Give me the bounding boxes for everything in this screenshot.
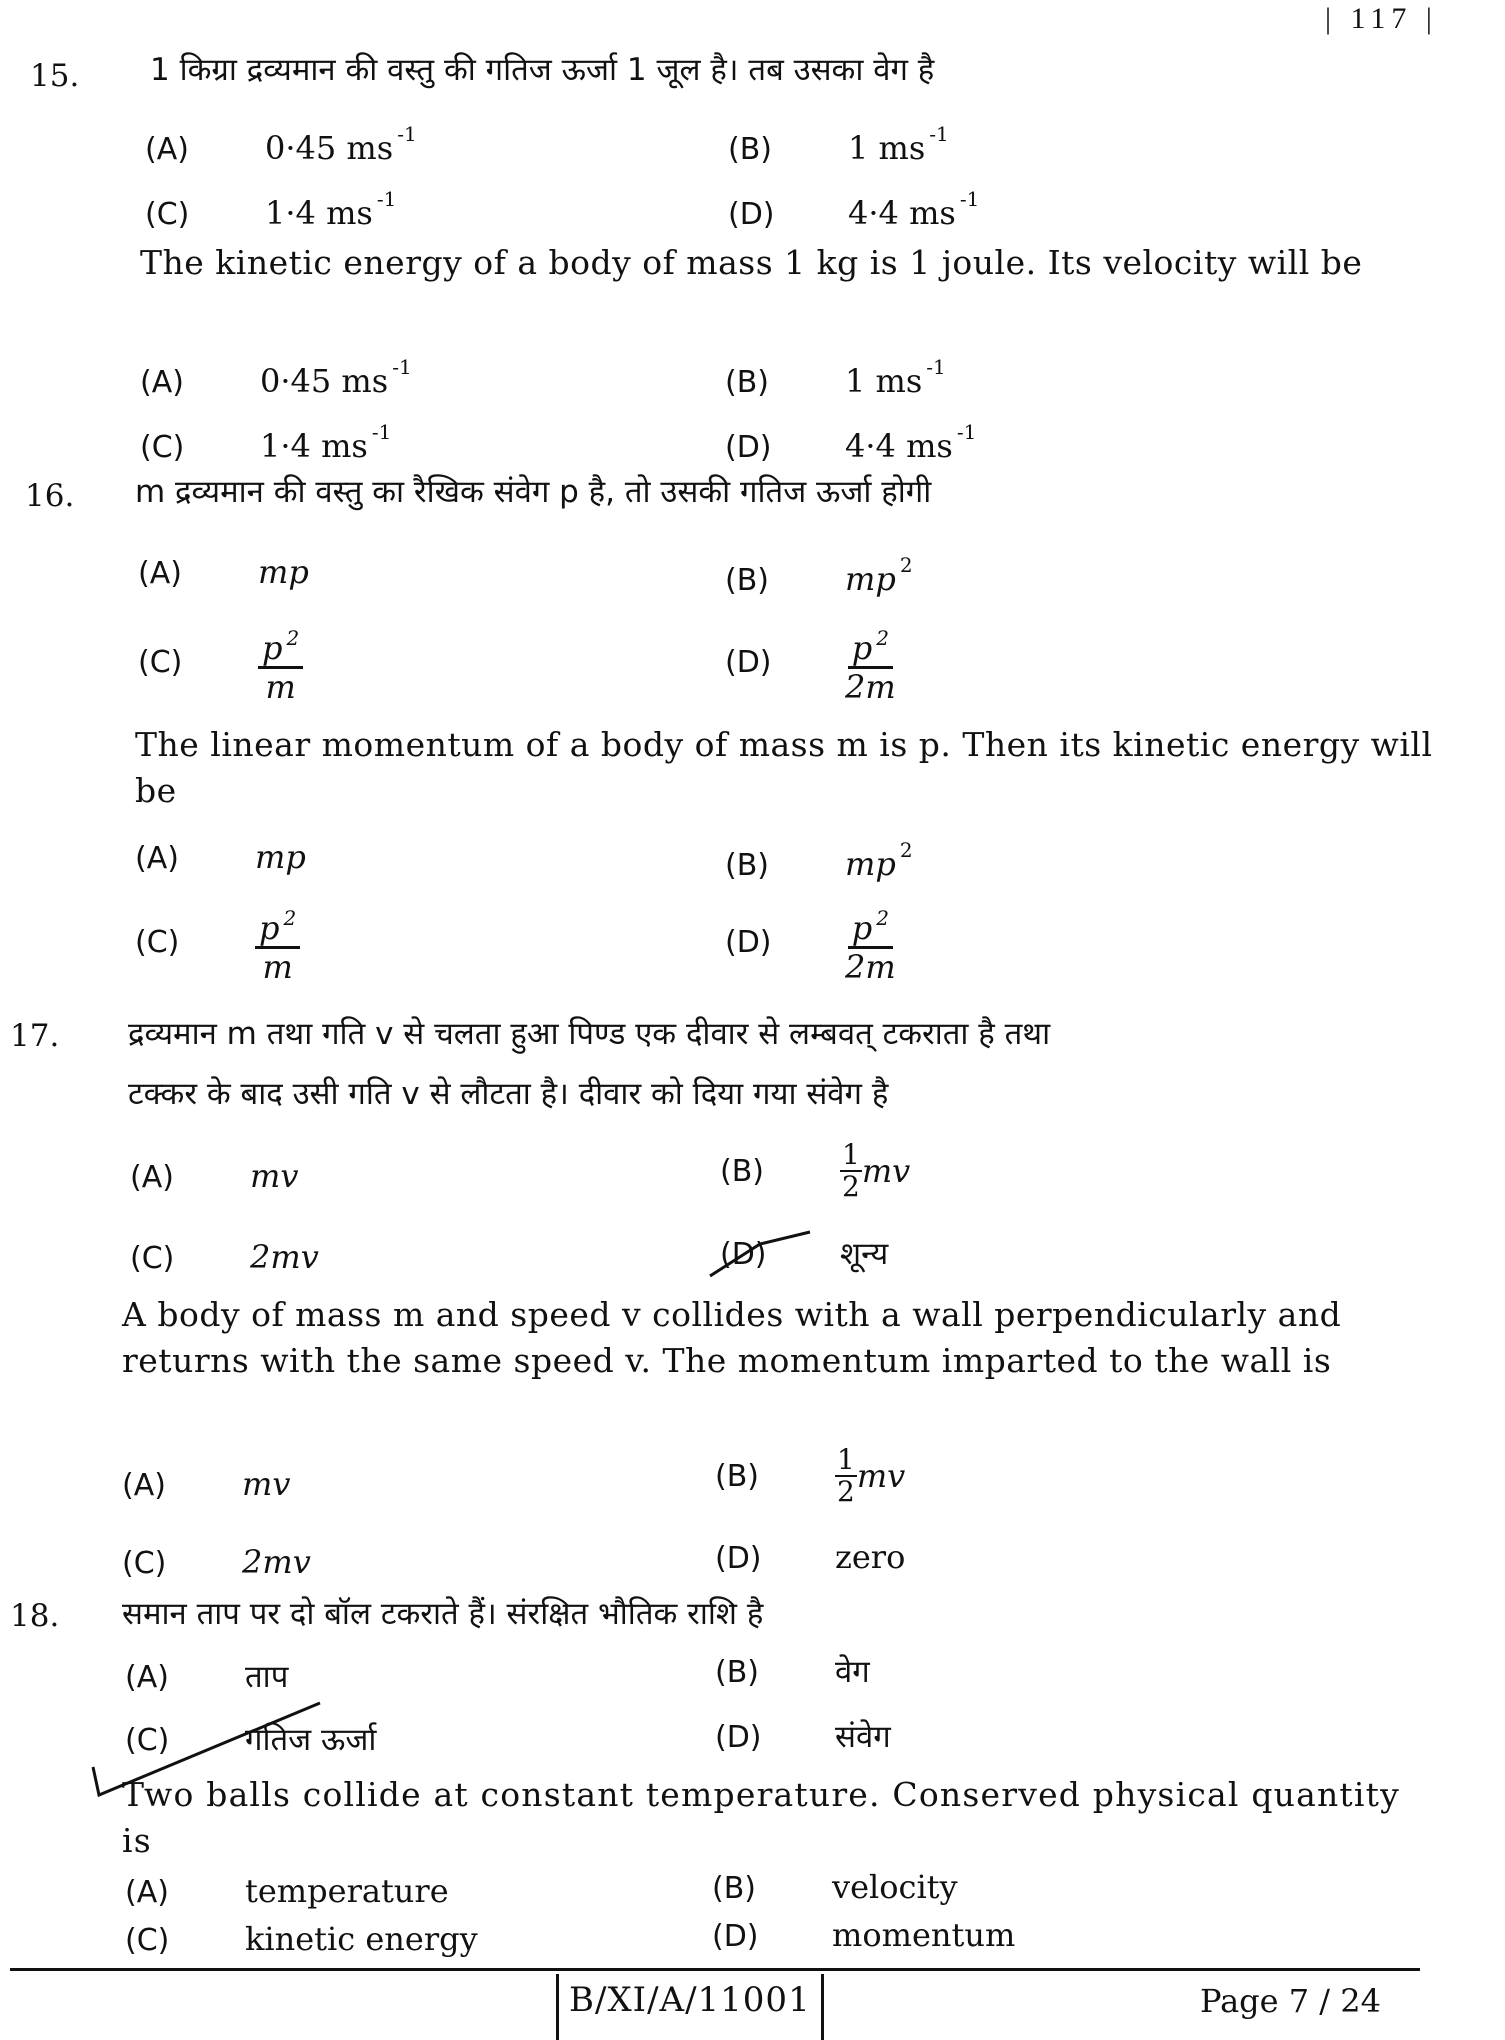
option-value: mv — [242, 1465, 291, 1503]
option-label: (B) — [720, 1153, 764, 1189]
question-text-hindi-line1: द्रव्यमान m तथा गति v से चलता हुआ पिण्ड एक दीवार से लम्बवत् टकराता है तथा — [128, 1016, 1051, 1052]
option-label: (B) — [725, 365, 769, 400]
fraction — [845, 900, 896, 985]
option-value: 0·45 ms — [265, 129, 394, 167]
option-hi-a — [125, 1655, 288, 1697]
option-label: (A) — [135, 841, 179, 876]
option-en-a — [125, 1872, 449, 1910]
option-label: (D) — [715, 1720, 762, 1755]
question-text-english: Two balls collide at constant temperature. Conserved physical quantity is — [122, 1775, 1400, 1860]
option-hi-b — [725, 553, 913, 598]
option-value: शून्य — [840, 1236, 889, 1272]
option-en-a — [122, 1465, 290, 1503]
option-label: (B) — [728, 132, 772, 167]
option-hi-a — [145, 122, 417, 167]
option-en-d — [715, 1538, 905, 1576]
option-value: mv — [861, 1152, 911, 1190]
option-value: ताप — [245, 1659, 289, 1695]
option-en-d — [725, 420, 976, 465]
fraction — [840, 1140, 862, 1202]
option-label: (C) — [140, 430, 185, 465]
option-hi-b — [715, 1650, 870, 1692]
option-en-d — [712, 1916, 1015, 1954]
option-label: (C) — [122, 1546, 167, 1581]
fraction — [845, 620, 896, 705]
option-value: mp — [845, 560, 896, 598]
option-hi-b — [728, 122, 949, 167]
option-label: (D) — [720, 1237, 767, 1272]
option-hi-c — [138, 620, 303, 705]
paper-code: B/XI/A/11001 — [556, 1974, 824, 2040]
numerator: p — [851, 909, 873, 947]
option-label: (B) — [712, 1871, 756, 1906]
denominator: 2m — [845, 948, 896, 986]
option-value: mp — [255, 838, 306, 876]
option-label: (D) — [725, 925, 772, 960]
page-indicator: Page 7 / 24 — [1200, 1982, 1381, 2020]
option-en-a — [135, 838, 306, 876]
superscript: -1 — [959, 187, 980, 211]
question-text-hindi-line2: टक्कर के बाद उसी गति v से लौटता है। दीवार को दिया गया संवेग है — [128, 1076, 889, 1112]
option-value: 0·45 ms — [260, 362, 389, 400]
option-label: (D) — [725, 430, 772, 465]
option-label: (B) — [725, 563, 769, 598]
option-en-b — [715, 1445, 905, 1507]
option-hi-d — [725, 620, 896, 705]
option-value: 4·4 ms — [845, 427, 953, 465]
pen-strike-mark — [690, 1226, 820, 1286]
option-value: mv — [856, 1457, 906, 1495]
option-en-b — [725, 355, 946, 400]
option-en-d — [725, 900, 896, 985]
option-hi-d — [728, 187, 979, 232]
option-label: (D) — [728, 197, 775, 232]
option-en-a — [140, 355, 412, 400]
question-number: 18. — [10, 1598, 60, 1634]
denominator: 2 — [837, 1475, 855, 1508]
question-text-english: The kinetic energy of a body of mass 1 kg is 1 joule. Its velocity will be — [140, 243, 1363, 282]
superscript: 2 — [899, 553, 913, 577]
denominator: m — [265, 668, 296, 706]
question-number: 16. — [25, 478, 75, 514]
option-label: (C) — [130, 1241, 175, 1276]
option-value: गतिज ऊर्जा — [245, 1722, 377, 1758]
superscript: 2 — [286, 626, 300, 650]
option-label: (C) — [135, 925, 180, 960]
option-hi-c — [130, 1238, 319, 1276]
footer-divider — [10, 1968, 1420, 1971]
option-label: (A) — [125, 1875, 169, 1910]
numerator: p — [262, 629, 283, 667]
superscript: -1 — [376, 187, 397, 211]
option-value: 1·4 ms — [260, 427, 368, 465]
denominator: 2 — [842, 1170, 860, 1203]
question-text-hindi: 1 किग्रा द्रव्यमान की वस्तु की गतिज ऊर्जा 1 जूल है। तब उसका वेग है — [150, 52, 935, 88]
superscript: -1 — [956, 420, 977, 444]
option-value: 2mv — [242, 1543, 311, 1581]
option-hi-a — [138, 553, 309, 591]
fraction — [835, 1445, 857, 1507]
option-value: kinetic energy — [245, 1920, 478, 1958]
fraction — [255, 900, 300, 985]
option-en-b — [725, 838, 913, 883]
superscript: -1 — [926, 355, 946, 379]
option-value: संवेग — [835, 1719, 891, 1755]
fraction — [258, 620, 303, 705]
option-hi-b — [720, 1140, 910, 1202]
option-label: (A) — [125, 1660, 169, 1695]
superscript: 2 — [876, 626, 889, 650]
page-mark-text: 117 — [1350, 2, 1413, 35]
option-label: (B) — [725, 848, 769, 883]
option-value: 1·4 ms — [265, 194, 373, 232]
superscript: -1 — [929, 122, 949, 146]
superscript: -1 — [392, 355, 412, 379]
superscript: -1 — [397, 122, 417, 146]
option-en-c — [125, 1920, 478, 1958]
numerator: p — [851, 629, 873, 667]
option-value: mp — [845, 845, 896, 883]
option-value: momentum — [832, 1916, 1016, 1954]
option-label: (D) — [712, 1919, 759, 1954]
option-value: वेग — [835, 1654, 870, 1690]
option-label: (D) — [715, 1541, 762, 1576]
superscript: 2 — [283, 906, 297, 930]
denominator: 2m — [845, 668, 896, 706]
option-label: (B) — [715, 1655, 759, 1690]
option-label: (C) — [125, 1923, 170, 1958]
option-value: 2mv — [250, 1238, 319, 1276]
denominator: m — [262, 948, 293, 986]
option-label: (A) — [130, 1160, 174, 1195]
question-number: 15. — [30, 58, 80, 94]
option-label: (C) — [145, 197, 190, 232]
numerator: p — [259, 909, 280, 947]
option-label: (C) — [138, 645, 183, 680]
option-value: velocity — [832, 1868, 958, 1906]
option-label: (C) — [125, 1723, 170, 1758]
option-label: (A) — [140, 365, 184, 400]
option-label: (D) — [725, 645, 772, 680]
option-hi-d — [715, 1715, 891, 1757]
option-hi-a — [130, 1157, 298, 1195]
question-text-hindi: समान ताप पर दो बॉल टकराते हैं। संरक्षित भौतिक राशि है — [122, 1596, 764, 1632]
option-label: (A) — [122, 1468, 166, 1503]
question-number: 17. — [10, 1018, 60, 1054]
question-text-hindi: m द्रव्यमान की वस्तु का रैखिक संवेग p है, तो उसकी गतिज ऊर्जा होगी — [135, 474, 932, 510]
option-value: mp — [258, 553, 309, 591]
option-value: temperature — [245, 1872, 449, 1910]
question-text-english: A body of mass m and speed v collides with a wall perpendicularly and returns with the same speed v. The momentum imparted to the wall is — [122, 1295, 1342, 1380]
option-label: (A) — [145, 132, 189, 167]
question-text-english: The linear momentum of a body of mass m is p. Then its kinetic energy will be — [135, 725, 1433, 810]
option-value: 4·4 ms — [848, 194, 956, 232]
numerator: 1 — [837, 1443, 855, 1476]
page-mark-top: | 117 | — [1325, 2, 1438, 35]
option-label: (A) — [138, 556, 182, 591]
option-label: (B) — [715, 1458, 759, 1494]
option-hi-c — [145, 187, 396, 232]
option-en-b — [712, 1868, 958, 1906]
numerator: 1 — [842, 1138, 860, 1171]
option-value: mv — [250, 1157, 299, 1195]
option-en-c — [122, 1543, 311, 1581]
option-value: 1 ms — [845, 362, 923, 400]
option-en-c — [135, 900, 300, 985]
option-value: 1 ms — [848, 129, 926, 167]
option-en-c — [140, 420, 391, 465]
option-value: zero — [835, 1538, 906, 1576]
superscript: 2 — [876, 906, 889, 930]
superscript: -1 — [371, 420, 392, 444]
superscript: 2 — [899, 838, 913, 862]
